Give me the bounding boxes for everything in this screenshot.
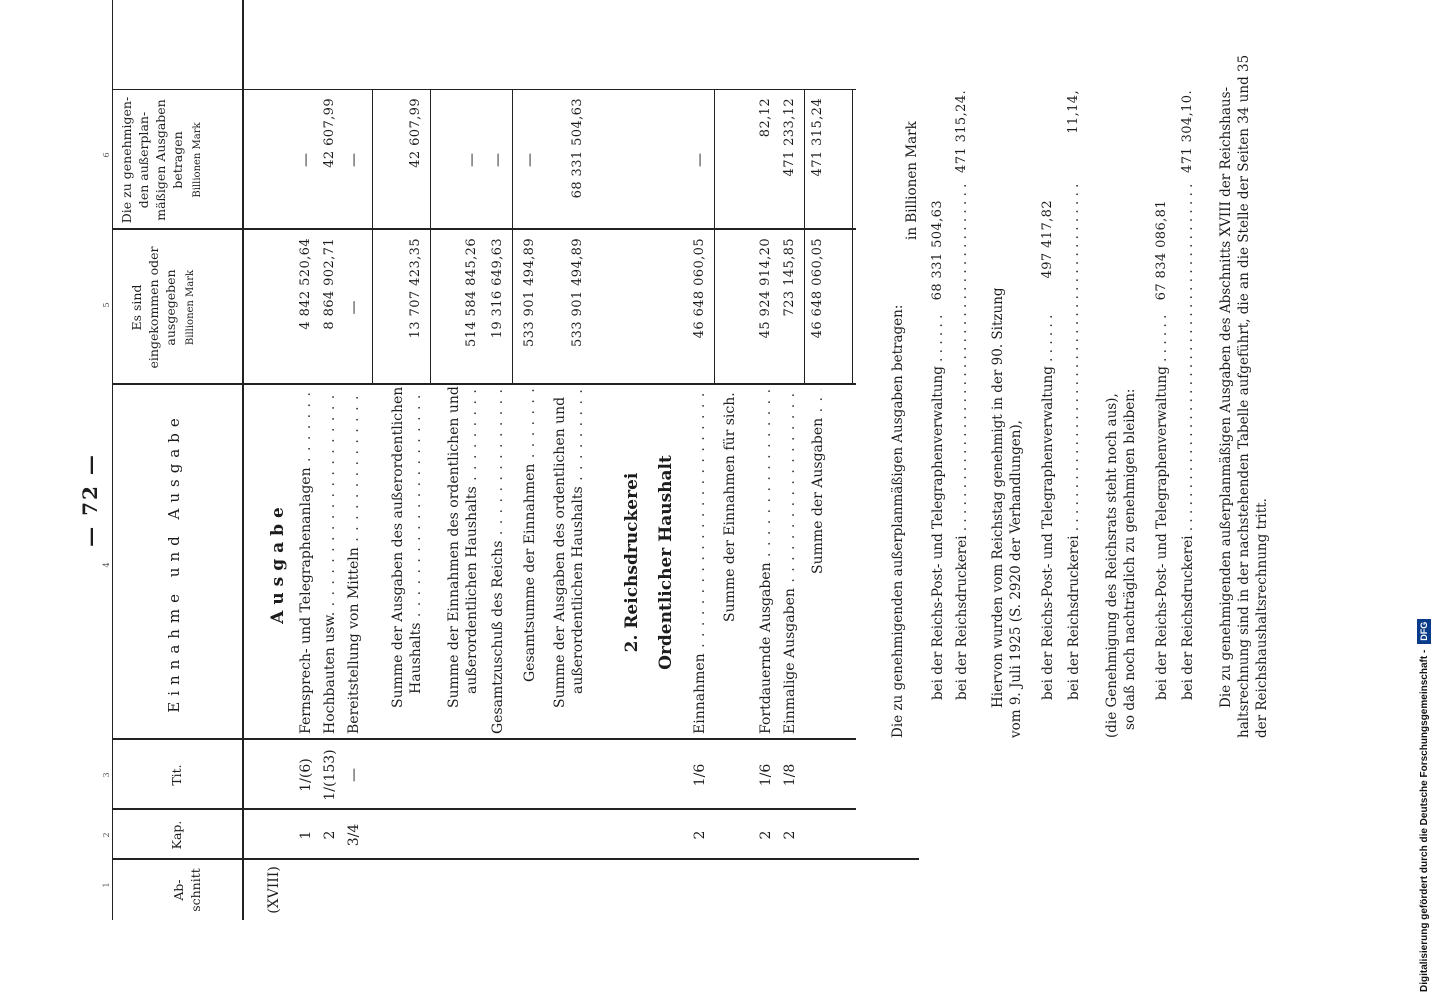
bottom-druck3 [1180,185,1196,700]
sum-ausgaben-oa-col6: 68 331 504,63 [570,98,585,199]
sum-ao-ausgaben-line1: Summe der Ausgaben des außerordentlichen [390,386,406,708]
rd-einnahmen-label: Einnahmen [692,653,708,734]
bottom-post1-value: 68 331 504,63 [930,200,945,301]
gesamtsumme-col6: — [522,153,538,167]
rd-sum-ausgaben-col6: 471 315,24 [810,98,825,177]
col-divider-1 [112,858,919,860]
reichsdruckerei-heading: 2. Reichsdruckerei [622,472,642,653]
row2-tit: 1/(153) [322,749,338,801]
col-number-6: 6 [102,152,111,158]
rd-sum-ausgaben-text [810,389,826,574]
header-col5-unit: Billionen Mark [185,269,196,346]
col-divider-5 [112,228,856,230]
sum-ausgaben-oa-line1: Summe der Ausgaben des ordentlichen und [552,396,568,708]
col-number-2: 2 [102,832,111,838]
rd-row2-tit: 1/8 [782,763,798,787]
rd-row2-text [782,389,798,734]
gesamtzuschuss-col6: — [490,153,506,167]
rd-row2-col6: 471 233,12 [782,98,797,177]
col-divider-4 [112,383,856,385]
sum-ausgaben-oa-line2 [570,389,586,694]
credit-text: Digitalisierung gefördert durch die Deutsche Forschungsgemeinschaft - [1418,649,1430,992]
rd-sum-ausgaben-label: Summe der Ausgaben [810,417,826,574]
rule-after-rd-einnahmen [714,90,715,385]
digitization-credit [1416,8,1432,992]
col-divider-2 [112,808,856,810]
rd-row1-text [758,389,774,734]
rd-row2-kap: 2 [782,830,798,840]
row3-text [346,389,362,734]
rule-after-zuschuss [512,90,513,385]
bottom-intro: Die zu genehmigenden außerplanmäßigen Ausgaben betragen: [890,304,906,738]
rd-row2-label: Einmalige Ausgaben [782,588,798,734]
col-divider-3 [112,738,856,740]
rd-row2-col5: 723 145,85 [782,238,797,317]
bottom-post3-label: bei der Reichs-Post- und Telegraphenverwaltung [1154,366,1170,700]
bottom-closing-line3: der Reichshaushaltsrechnung tritt. [1254,498,1270,738]
sum-einnahmen-col5: 514 584 845,26 [464,238,479,347]
bottom-post2 [1040,310,1056,700]
col-number-3: 3 [102,772,111,778]
row1-tit: 1/(6) [298,758,314,792]
rd-row1-kap: 2 [758,830,774,840]
row2-text-label: Hochbauten usw. [322,611,338,734]
sum-ausgaben-oa-col5: 533 901 494,89 [570,238,585,347]
bottom-post1-label: bei der Reichs-Post- und Telegraphenverwaltung [930,366,946,700]
gesamtzuschuss-text [490,389,506,734]
row2-text [322,389,338,734]
rd-row1-label: Fortdauernde Ausgaben [758,562,774,734]
rd-row1-tit: 1/6 [758,763,774,787]
row3-text-label: Bereitstellung von Mitteln [346,547,362,734]
rd-einnahmen-text [692,389,708,734]
rd-einnahmen-tit: 1/6 [692,763,708,787]
row2-col6: 42 607,99 [322,98,337,168]
bottom-druck2-value: 11,14, [1066,90,1081,134]
bottom-post1 [930,310,946,700]
bottom-post2-value: 497 417,82 [1040,200,1055,279]
gesamtsumme-text [522,389,538,682]
gesamtsumme-col5: 533 901 494,89 [522,238,537,347]
row1-text-label: Fernsprech- und Telegraphenanlagen [298,467,314,734]
col-number-1: 1 [102,882,111,888]
bottom-druck1-label: bei der Reichsdruckerei [954,535,970,700]
sum-ao-ausgaben-col6: 42 607,99 [408,98,423,168]
sum-einnahmen-line1: Summe der Einnahmen des ordentlichen und [446,386,462,708]
page-number: — 72 — [78,453,102,547]
bottom-druck2-label: bei der Reichsdruckerei [1066,535,1082,700]
gesamtzuschuss-col5: 19 316 649,63 [490,238,505,339]
rd-einnahmen-col6: — [692,153,708,167]
table-top-rule [112,0,113,920]
col-number-5: 5 [102,302,111,308]
header-einnahme-ausgabe: Einnahme und Ausgabe [165,412,183,713]
row3-col6: — [346,153,362,167]
bottom-post3-value: 67 834 086,81 [1154,200,1169,301]
row1-col6: — [298,153,314,167]
bottom-druck1 [954,185,970,700]
header-col5-text: Es sind eingekommen oder ausgegeben [129,246,178,369]
bottom-druck1-value: 471 315,24. [954,90,969,173]
row1-col5: 4 842 520,64 [298,238,313,330]
bottom-closing-line2: haltsrechnung sind in der nachstehenden Tabelle aufgeführt, die an die Stelle der Seiten 34 und 35 [1236,54,1252,738]
sum-einnahmen-line2 [464,389,480,694]
table-bottom-rule [852,90,853,385]
bottom-unit: in Billionen Mark [904,121,920,240]
rd-einnahmen-col5: 46 648 060,05 [692,238,707,339]
bottom-druck3-value: 471 304,10. [1180,90,1195,173]
col-divider-6 [112,89,856,90]
header-abschnitt: Ab- schnitt [171,868,203,912]
header-col6-unit: Billionen Mark [192,122,203,198]
bottom-bleiben-line1: (die Genehmigung des Reichsrats steht noch aus), [1104,393,1120,738]
rd-row1-col6: 82,12 [758,98,773,138]
gesamtsumme-label: Gesamtsumme der Einnahmen [522,463,538,682]
rd-row1-col5: 45 924 914,20 [758,238,773,339]
header-kap: Kap. [169,820,184,850]
sum-ao-ausgaben-label: Haushalts [408,622,424,694]
sum-ausgaben-oa-label: außerordentlichen Haushalts [570,486,586,694]
row2-kap: 2 [322,830,338,840]
sum-einnahmen-col6: — [464,153,480,167]
row3-kap: 3/4 [346,823,362,847]
bottom-closing-line1: Die zu genehmigenden außerplanmäßigen Ausgaben des Abschnitts XVIII der Reichshaus- [1218,86,1234,708]
header-col6-text: Die zu genehmigen- den außerplan- mäßigen Ausgaben betragen [119,96,185,224]
ausgabe-heading: Ausgabe [268,501,288,624]
bottom-bleiben-line2: so daß noch nachträglich zu genehmigen bleiben: [1122,388,1138,730]
row3-col5: — [346,300,362,315]
header-col5 [128,232,199,383]
bottom-post2-label: bei der Reichs-Post- und Telegraphenverwaltung [1040,366,1056,700]
rule-after-sum-ao [430,90,431,385]
rd-einnahmen-kap: 2 [692,830,708,840]
ordentlicher-haushalt-heading: Ordentlicher Haushalt [656,455,676,670]
abschnitt-label: (XVIII) [266,866,282,914]
row3-tit: — [346,768,362,782]
rule-after-rows [372,90,373,385]
bottom-druck2 [1066,185,1082,700]
bottom-hiervon-line2: vom 9. Juli 1925 (S. 2920 der Verhandlungen), [1008,420,1024,738]
rd-sum-einnahmen-label: Summe der Einnahmen für sich. [722,392,738,622]
sum-einnahmen-label: außerordentlichen Haushalts [464,486,480,694]
sum-ao-ausgaben-line2 [408,389,424,694]
bottom-druck3-label: bei der Reichsdruckerei [1180,535,1196,700]
bottom-hiervon-line1: Hiervon wurden vom Reichstag genehmigt in der 90. Sitzung [990,287,1006,708]
row1-kap: 1 [298,830,314,840]
rd-sum-ausgaben-col5: 46 648 060,05 [810,238,825,339]
header-tit: Tit. [169,764,184,786]
dfg-logo: DFG [1417,619,1431,644]
col-number-4: 4 [102,562,111,568]
row1-text [298,389,314,734]
header-bottom-rule [242,0,244,920]
gesamtzuschuss-label: Gesamtzuschuß des Reichs [490,540,506,734]
header-col6 [118,92,206,228]
row2-col5: 8 864 902,71 [322,238,337,330]
sum-ao-ausgaben-col5: 13 707 423,35 [408,238,423,339]
bottom-post3 [1154,310,1170,700]
rule-before-rd-sum [804,90,805,385]
